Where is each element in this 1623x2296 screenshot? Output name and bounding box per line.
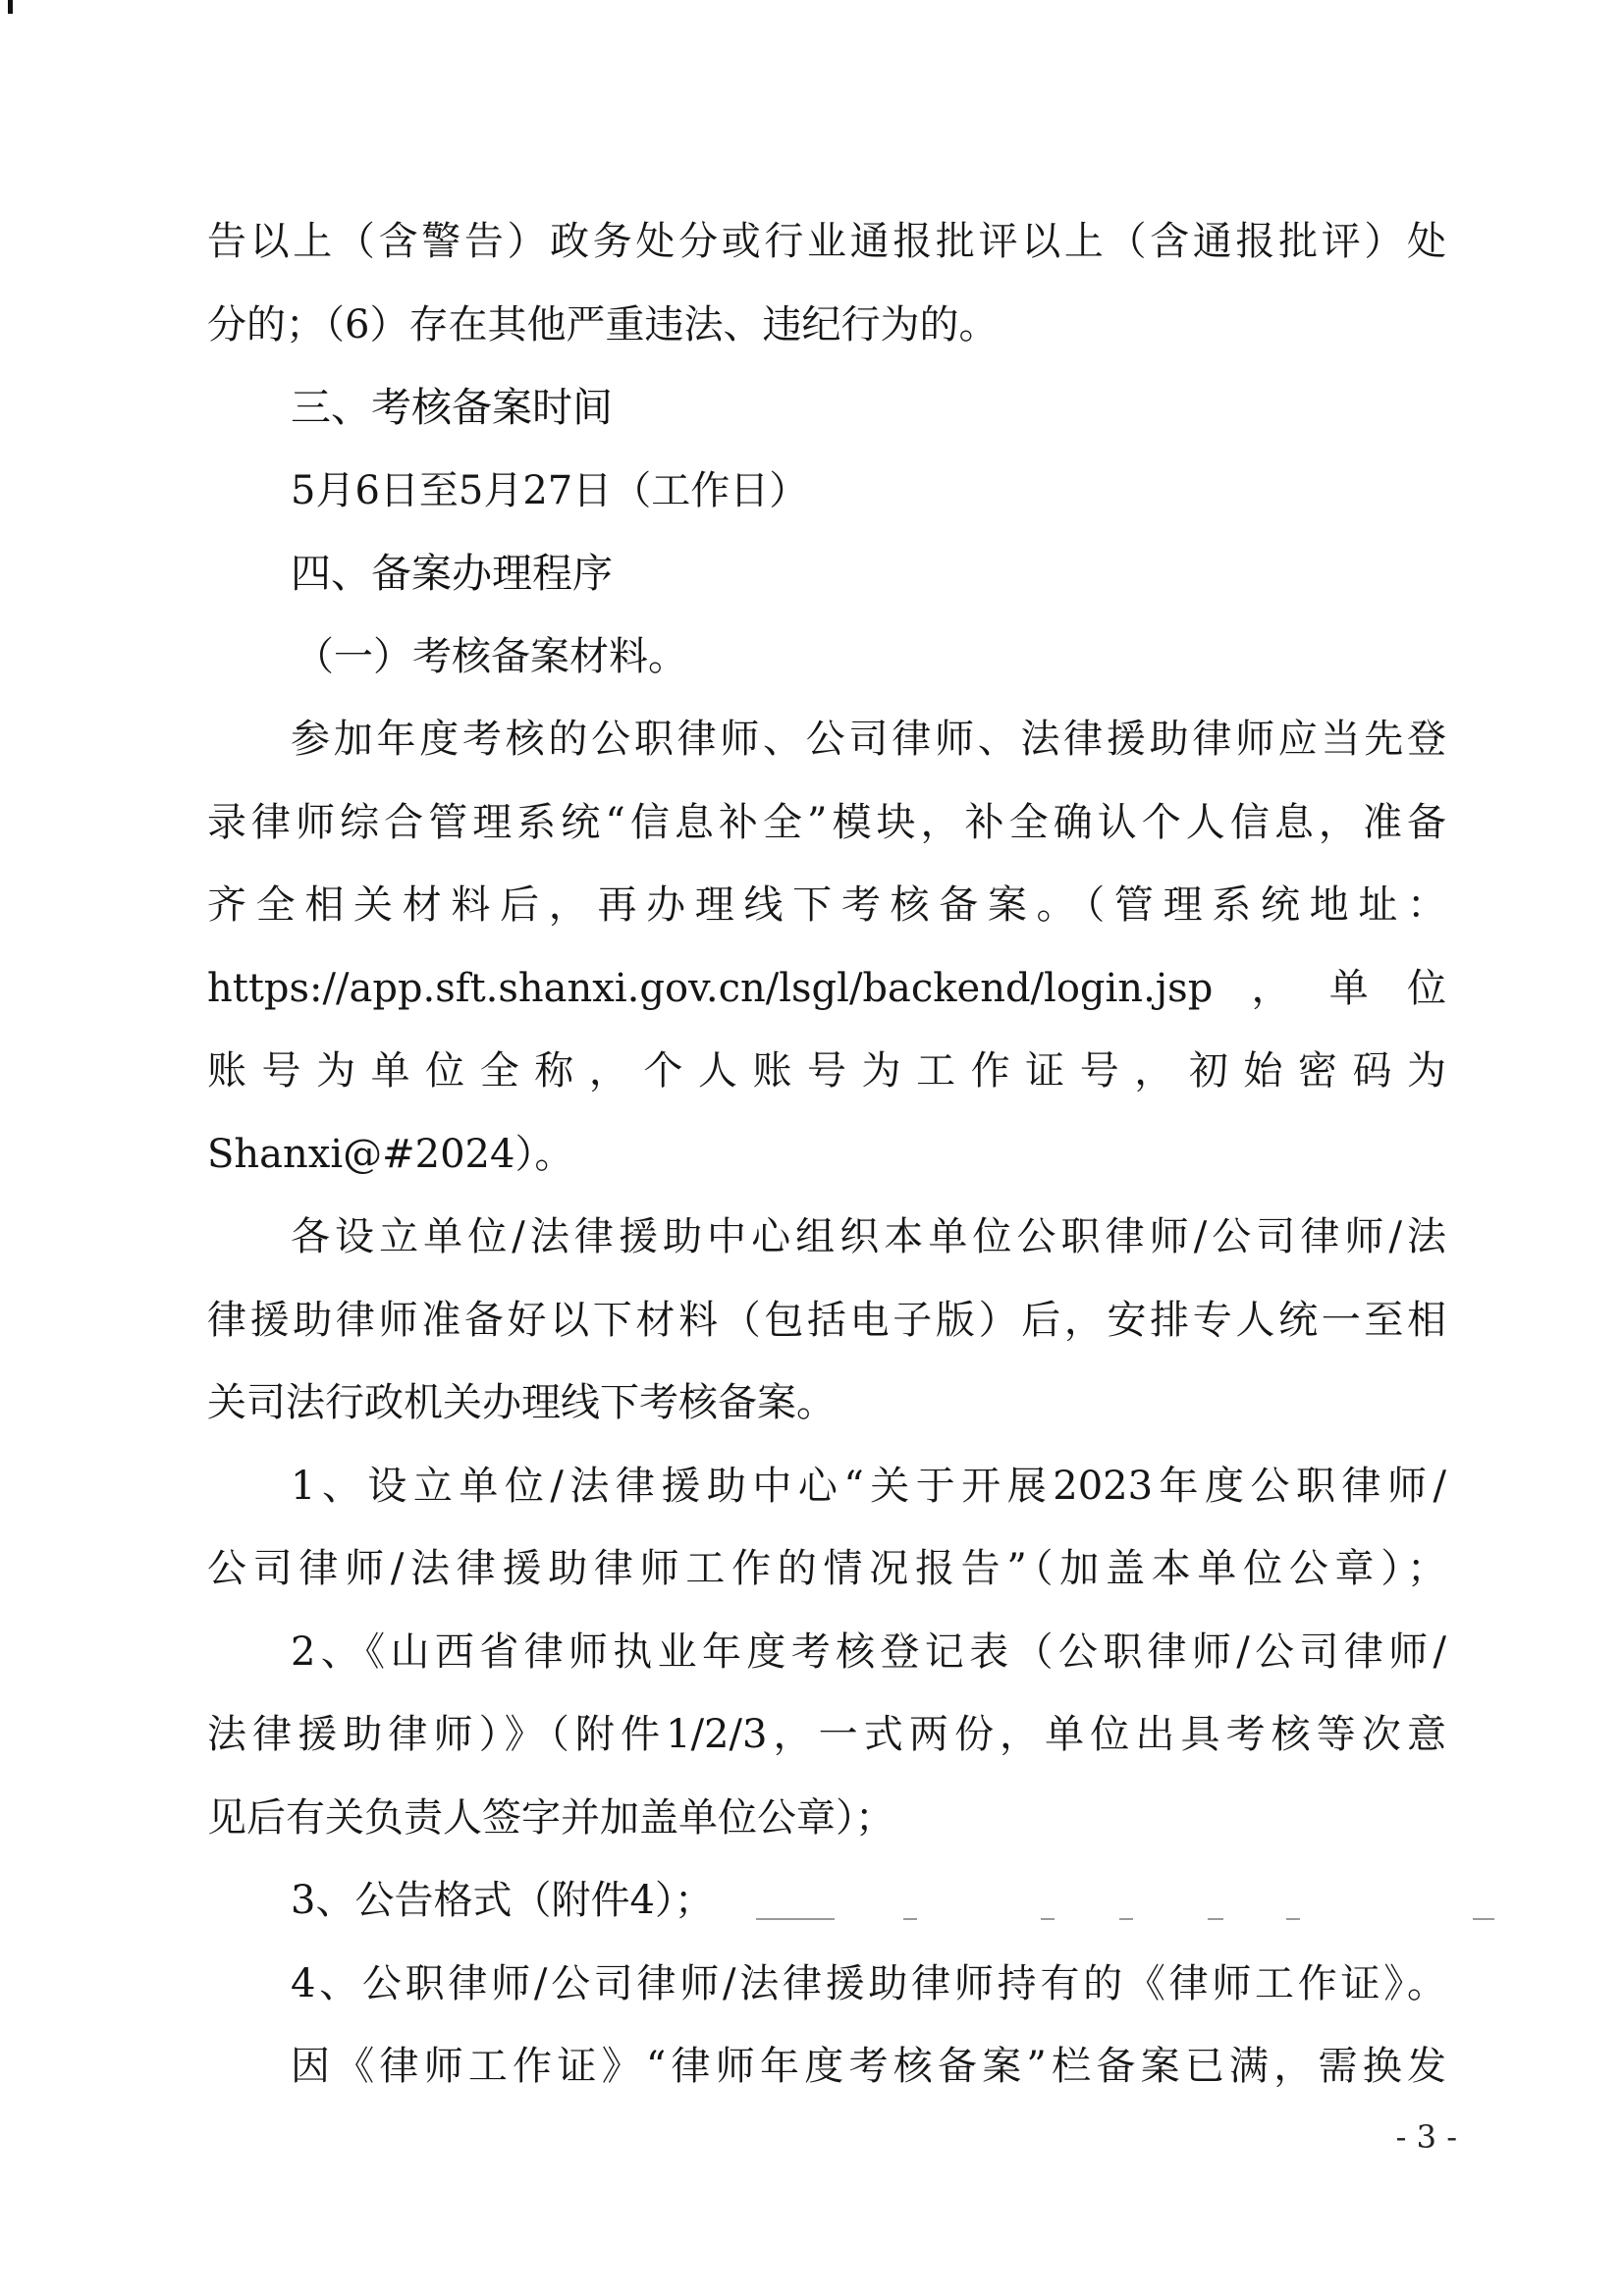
body-line-7: 参加年度考核的公职律师、公司律师、法律援助律师应当先登 [291, 717, 1446, 762]
scan-artifact-line [756, 1918, 835, 1920]
body-line-9: 齐全相关材料后，再办理线下考核备案。（管理系统地址： [207, 882, 1446, 928]
list-item-2-cont-2: 见后有关负责人签字并加盖单位公章）； [207, 1795, 894, 1841]
list-item-4: 4、公职律师/公司律师/法律援助律师持有的《律师工作证》。 [291, 1961, 1446, 2006]
body-line-dates: 5月6日至5月27日（工作日） [291, 468, 809, 513]
body-line-final: 因《律师工作证》“律师年度考核备案”栏备案已满，需换发 [291, 2044, 1446, 2089]
body-line-12: Shanxi@#2024）。 [207, 1132, 574, 1177]
scan-artifact-dash [1473, 1918, 1494, 1920]
body-line-1: 告以上（含警告）政务处分或行业通报批评以上（含通报批评）处 [207, 219, 1446, 264]
list-item-2: 2、《山西省律师执业年度考核登记表（公职律师/公司律师/ [291, 1629, 1446, 1675]
section-heading-4: 四、备案办理程序 [291, 550, 613, 597]
list-item-2-cont-1: 法律援助律师）》（附件1/2/3，一式两份，单位出具考核等次意 [207, 1712, 1446, 1757]
body-line-8: 录律师综合管理系统“信息补全”模块，补全确认个人信息，准备 [207, 800, 1446, 845]
list-item-1-cont: 公司律师/法律援助律师工作的情况报告”（加盖本单位公章）； [207, 1546, 1446, 1591]
subsection-heading-1: （一）考核备案材料。 [295, 634, 687, 679]
list-item-3: 3、公告格式（附件4）； [291, 1878, 714, 1923]
scan-artifact-dash [1286, 1918, 1300, 1920]
section-heading-3: 三、考核备案时间 [291, 384, 613, 431]
scan-artifact-dash [1208, 1918, 1223, 1920]
body-line-url: https://app.sft.shanxi.gov.cn/lsgl/backend/login.jsp，单位 [207, 966, 1446, 1011]
body-line-13: 各设立单位/法律援助中心组织本单位公职律师/公司律师/法 [291, 1214, 1446, 1259]
body-line-14: 律援助律师准备好以下材料（包括电子版）后，安排专人统一至相 [207, 1298, 1446, 1343]
scan-artifact-dash [903, 1918, 917, 1920]
page-number: - 3 - [1395, 2118, 1457, 2156]
body-line-11: 账号为单位全称，个人账号为工作证号，初始密码为 [207, 1048, 1446, 1094]
list-item-1: 1、设立单位/法律援助中心“关于开展2023年度公职律师/ [291, 1464, 1446, 1509]
scan-artifact-dash [1041, 1918, 1055, 1920]
body-line-15: 关司法行政机关办理线下考核备案。 [207, 1380, 836, 1425]
scan-artifact-dash [1119, 1918, 1133, 1920]
scan-mark [8, 0, 13, 14]
body-line-2: 分的；（6）存在其他严重违法、违纪行为的。 [207, 302, 999, 347]
